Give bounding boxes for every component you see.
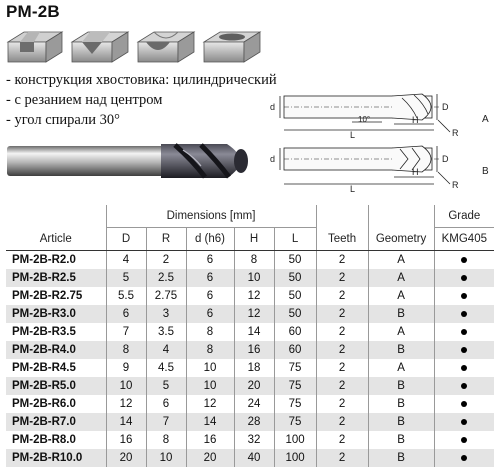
cell-r: 6 — [146, 395, 186, 413]
cell-r: 2 — [146, 251, 186, 270]
cell-l: 60 — [274, 323, 316, 341]
cell-article: PM-2B-R3.5 — [6, 323, 106, 341]
cell-teeth: 2 — [316, 287, 368, 305]
cell-article: PM-2B-R10.0 — [6, 449, 106, 467]
teeth-group-header — [316, 205, 368, 228]
col-R-header: R — [146, 228, 186, 251]
cell-h: 12 — [234, 287, 274, 305]
cell-l: 75 — [274, 359, 316, 377]
feature-item: - с резанием над центром — [6, 92, 163, 108]
col-D-header: D — [106, 228, 146, 251]
cell-geometry: A — [368, 251, 434, 270]
table-row — [6, 413, 494, 431]
cell-grade — [434, 359, 494, 377]
cell-grade — [434, 395, 494, 413]
table-row — [6, 287, 494, 305]
cell-h: 16 — [234, 341, 274, 359]
cell-geometry: B — [368, 413, 434, 431]
cell-article: PM-2B-R4.5 — [6, 359, 106, 377]
cell-teeth: 2 — [316, 251, 368, 270]
dim-d-b: d — [270, 154, 276, 164]
availability-dot-icon — [461, 311, 467, 317]
dim-H-a: H — [412, 115, 419, 125]
table-row — [6, 323, 494, 341]
cell-l: 50 — [274, 269, 316, 287]
cell-d: 6 — [186, 251, 234, 270]
cell-geometry: A — [368, 359, 434, 377]
cell-r: 2.75 — [146, 287, 186, 305]
shape-icons — [6, 28, 256, 68]
dim-D-b: D — [442, 154, 449, 164]
cell-geometry: B — [368, 305, 434, 323]
cell-geometry: A — [368, 269, 434, 287]
cell-r: 7 — [146, 413, 186, 431]
cell-l: 75 — [274, 395, 316, 413]
article-group-header — [6, 205, 106, 228]
cell-d: 8 — [106, 341, 146, 359]
table-row — [6, 305, 494, 323]
cell-d: 14 — [186, 413, 234, 431]
table-row — [6, 431, 494, 449]
cell-grade — [434, 431, 494, 449]
cell-r: 2.5 — [146, 269, 186, 287]
cell-d: 6 — [186, 305, 234, 323]
cell-grade — [434, 413, 494, 431]
cell-d: 10 — [106, 377, 146, 395]
cell-d: 6 — [186, 269, 234, 287]
v-groove-shape-icon — [70, 28, 130, 66]
cell-r: 10 — [146, 449, 186, 467]
cell-d: 4 — [106, 251, 146, 270]
slot-shape-icon — [6, 28, 64, 66]
cell-geometry: A — [368, 323, 434, 341]
dim-R-a: R — [452, 128, 459, 138]
cell-article: PM-2B-R2.0 — [6, 251, 106, 270]
cell-l: 100 — [274, 449, 316, 467]
cell-d: 7 — [106, 323, 146, 341]
cell-h: 8 — [234, 251, 274, 270]
availability-dot-icon — [461, 383, 467, 389]
table-row — [6, 341, 494, 359]
cell-h: 18 — [234, 359, 274, 377]
grade-group-header: Grade — [434, 205, 494, 228]
availability-dot-icon — [461, 257, 467, 263]
availability-dot-icon — [461, 275, 467, 281]
pocket-shape-icon — [202, 28, 262, 66]
cell-d: 20 — [106, 449, 146, 467]
cell-r: 4 — [146, 341, 186, 359]
col-d-header: d (h6) — [186, 228, 234, 251]
dim-d-a: d — [270, 102, 276, 112]
cell-d: 5 — [106, 269, 146, 287]
cell-geometry: B — [368, 431, 434, 449]
cell-l: 50 — [274, 287, 316, 305]
cell-h: 28 — [234, 413, 274, 431]
cell-teeth: 2 — [316, 341, 368, 359]
helix-angle: 10° — [358, 115, 371, 124]
cell-h: 14 — [234, 323, 274, 341]
table-row — [6, 395, 494, 413]
cell-d: 16 — [106, 431, 146, 449]
round-groove-shape-icon — [136, 28, 196, 66]
availability-dot-icon — [461, 293, 467, 299]
technical-drawing — [262, 88, 498, 196]
dim-L-b: L — [350, 184, 356, 194]
cell-teeth: 2 — [316, 449, 368, 467]
table-row — [6, 251, 494, 270]
cell-l: 50 — [274, 305, 316, 323]
cell-h: 40 — [234, 449, 274, 467]
table-row — [6, 449, 494, 467]
cell-d: 16 — [186, 431, 234, 449]
cell-h: 32 — [234, 431, 274, 449]
cell-teeth: 2 — [316, 431, 368, 449]
feature-list — [6, 70, 277, 130]
geometry-label-a: A — [482, 114, 489, 125]
cell-d: 9 — [106, 359, 146, 377]
cell-d: 12 — [106, 395, 146, 413]
availability-dot-icon — [461, 347, 467, 353]
cell-d: 8 — [186, 341, 234, 359]
ball-end-mill-image — [5, 136, 255, 186]
cell-article: PM-2B-R2.5 — [6, 269, 106, 287]
col-grade-header: KMG405 — [434, 228, 494, 251]
cell-r: 4.5 — [146, 359, 186, 377]
cell-grade — [434, 449, 494, 467]
table-body — [6, 251, 494, 468]
availability-dot-icon — [461, 437, 467, 443]
cell-d: 8 — [186, 323, 234, 341]
dimensions-group-header: Dimensions [mm] — [106, 205, 316, 228]
cell-r: 3 — [146, 305, 186, 323]
geometry-group-header — [368, 205, 434, 228]
cell-d: 20 — [186, 449, 234, 467]
col-teeth-header: Teeth — [316, 228, 368, 251]
feature-item: - конструкция хвостовика: цилиндрический — [6, 72, 277, 88]
cell-teeth: 2 — [316, 413, 368, 431]
cell-teeth: 2 — [316, 377, 368, 395]
availability-dot-icon — [461, 365, 467, 371]
cell-h: 10 — [234, 269, 274, 287]
col-L-header: L — [274, 228, 316, 251]
cell-article: PM-2B-R3.0 — [6, 305, 106, 323]
cell-r: 5 — [146, 377, 186, 395]
availability-dot-icon — [461, 419, 467, 425]
cell-h: 20 — [234, 377, 274, 395]
col-geometry-header: Geometry — [368, 228, 434, 251]
cell-l: 50 — [274, 251, 316, 270]
cell-r: 3.5 — [146, 323, 186, 341]
dim-H-b: H — [412, 167, 419, 177]
cell-h: 24 — [234, 395, 274, 413]
cell-article: PM-2B-R4.0 — [6, 341, 106, 359]
cell-geometry: A — [368, 287, 434, 305]
cell-article: PM-2B-R2.75 — [6, 287, 106, 305]
cell-d: 5.5 — [106, 287, 146, 305]
cell-article: PM-2B-R5.0 — [6, 377, 106, 395]
cell-d: 6 — [106, 305, 146, 323]
table-row — [6, 269, 494, 287]
table-row — [6, 377, 494, 395]
dim-R-b: R — [452, 180, 459, 190]
cell-r: 8 — [146, 431, 186, 449]
cell-article: PM-2B-R8.0 — [6, 431, 106, 449]
geometry-label-b: B — [482, 166, 489, 177]
cell-grade — [434, 287, 494, 305]
cell-l: 60 — [274, 341, 316, 359]
cell-d: 6 — [186, 287, 234, 305]
table-row — [6, 359, 494, 377]
availability-dot-icon — [461, 329, 467, 335]
cell-grade — [434, 341, 494, 359]
cell-grade — [434, 269, 494, 287]
cell-teeth: 2 — [316, 359, 368, 377]
page-title: PM-2B — [6, 2, 60, 21]
cell-l: 75 — [274, 377, 316, 395]
cell-l: 75 — [274, 413, 316, 431]
feature-item: - угол спирали 30° — [6, 112, 120, 128]
cell-d: 10 — [186, 377, 234, 395]
cell-grade — [434, 323, 494, 341]
cell-teeth: 2 — [316, 305, 368, 323]
cell-geometry: B — [368, 395, 434, 413]
cell-l: 100 — [274, 431, 316, 449]
cell-grade — [434, 251, 494, 270]
cell-d: 12 — [186, 395, 234, 413]
col-article-header: Article — [6, 228, 106, 251]
availability-dot-icon — [461, 401, 467, 407]
dim-L-a: L — [350, 130, 356, 140]
cell-grade — [434, 305, 494, 323]
cell-teeth: 2 — [316, 395, 368, 413]
col-H-header: H — [234, 228, 274, 251]
cell-teeth: 2 — [316, 269, 368, 287]
availability-dot-icon — [461, 455, 467, 461]
cell-h: 12 — [234, 305, 274, 323]
cell-article: PM-2B-R7.0 — [6, 413, 106, 431]
dim-D-a: D — [442, 102, 449, 112]
cell-d: 14 — [106, 413, 146, 431]
cell-d: 10 — [186, 359, 234, 377]
specification-table — [6, 205, 494, 467]
cell-article: PM-2B-R6.0 — [6, 395, 106, 413]
cell-grade — [434, 377, 494, 395]
cell-teeth: 2 — [316, 323, 368, 341]
cell-geometry: B — [368, 341, 434, 359]
cell-geometry: B — [368, 377, 434, 395]
cell-geometry: B — [368, 449, 434, 467]
